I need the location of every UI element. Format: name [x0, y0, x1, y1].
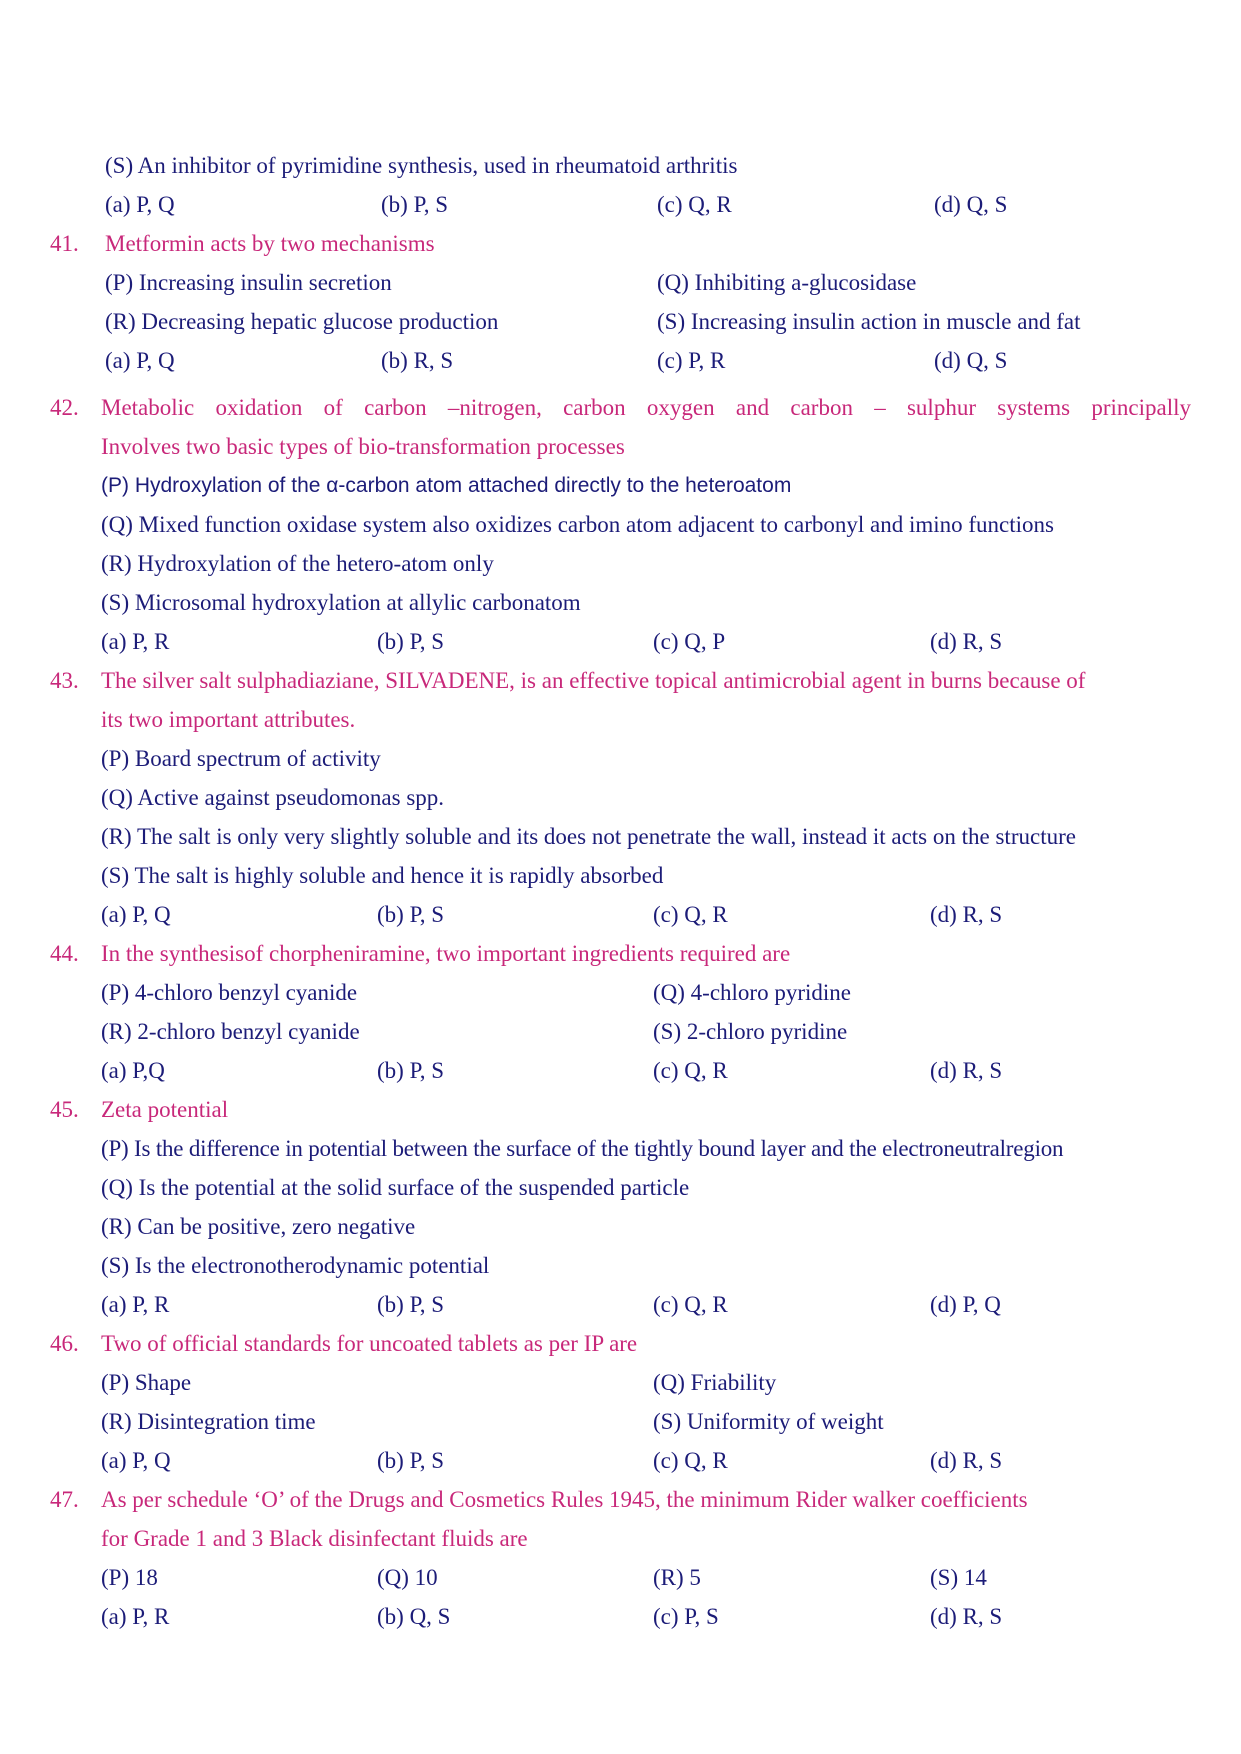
q42-answer-c: (c) Q, P: [653, 629, 726, 654]
q45-answer-a: (a) P, R: [101, 1292, 170, 1317]
q41-option-p: (P) Increasing insulin secretion: [105, 270, 392, 295]
q47-number: 47.: [50, 1487, 79, 1512]
q45-answer-c: (c) Q, R: [653, 1292, 728, 1317]
q42-text-line2: Involves two basic types of bio-transformation processes: [101, 434, 625, 459]
q47-answer-b: (b) Q, S: [377, 1604, 451, 1629]
q46-option-p: (P) Shape: [101, 1370, 192, 1395]
q45-option-r: (R) Can be positive, zero negative: [101, 1214, 416, 1239]
q44-option-q: (Q) 4-chloro pyridine: [653, 980, 851, 1005]
q41-answer-d: (d) Q, S: [934, 348, 1008, 373]
q43-number: 43.: [50, 668, 79, 693]
q46-answer-d: (d) R, S: [930, 1448, 1003, 1473]
q44-option-p: (P) 4-chloro benzyl cyanide: [101, 980, 358, 1005]
q44-answer-a: (a) P,Q: [101, 1058, 165, 1083]
q46-answer-c: (c) Q, R: [653, 1448, 728, 1473]
q46-option-q: (Q) Friability: [653, 1370, 777, 1395]
q45-number: 45.: [50, 1097, 79, 1122]
q44-option-r: (R) 2-chloro benzyl cyanide: [101, 1019, 360, 1044]
q47-option-r: (R) 5: [653, 1565, 701, 1590]
q47-text-line1: As per schedule ‘O’ of the Drugs and Cosmetics Rules 1945, the minimum Rider walker coefficients: [101, 1487, 1028, 1512]
q42-number: 42.: [50, 395, 79, 420]
q44-answer-b: (b) P, S: [377, 1058, 445, 1083]
q44-answer-c: (c) Q, R: [653, 1058, 728, 1083]
q41-number: 41.: [50, 231, 79, 256]
q42-text-line1: Metabolic oxidation of carbon –nitrogen, carbon oxygen and carbon – sulphur systems principally: [101, 395, 1191, 420]
q41-option-r: (R) Decreasing hepatic glucose production: [105, 309, 499, 334]
q43-text-line2: its two important attributes.: [101, 707, 356, 732]
q44-text: In the synthesisof chorpheniramine, two important ingredients required are: [101, 941, 791, 966]
q41-answer-c: (c) P, R: [657, 348, 726, 373]
q43-text-line1: The silver salt sulphadiaziane, SILVADENE, is an effective topical antimicrobial agent in burns because of: [101, 668, 1086, 693]
q46-text: Two of official standards for uncoated tablets as per IP are: [101, 1331, 638, 1356]
q45-answer-b: (b) P, S: [377, 1292, 445, 1317]
q43-answer-a: (a) P, Q: [101, 902, 171, 927]
q40-answer-b: (b) P, S: [381, 192, 449, 217]
q42-answer-a: (a) P, R: [101, 629, 170, 654]
q45-option-p: (P) Is the difference in potential between the surface of the tightly bound layer and the electroneutralregion: [101, 1136, 1064, 1161]
q47-answer-d: (d) R, S: [930, 1604, 1003, 1629]
q45-option-q: (Q) Is the potential at the solid surface of the suspended particle: [101, 1175, 690, 1200]
q43-answer-b: (b) P, S: [377, 902, 445, 927]
q43-answer-d: (d) R, S: [930, 902, 1003, 927]
q42-answer-b: (b) P, S: [377, 629, 445, 654]
q45-text: Zeta potential: [101, 1097, 229, 1122]
q44-number: 44.: [50, 941, 79, 966]
q43-option-r: (R) The salt is only very slightly soluble and its does not penetrate the wall, instead it acts on the structure: [101, 824, 1076, 849]
q43-option-q: (Q) Active against pseudomonas spp.: [101, 785, 445, 810]
q47-option-s: (S) 14: [930, 1565, 987, 1590]
q42-answer-d: (d) R, S: [930, 629, 1003, 654]
q40-answer-d: (d) Q, S: [934, 192, 1008, 217]
q44-answer-d: (d) R, S: [930, 1058, 1003, 1083]
q47-option-p: (P) 18: [101, 1565, 158, 1590]
q47-answer-a: (a) P, R: [101, 1604, 170, 1629]
q47-text-line2: for Grade 1 and 3 Black disinfectant fluids are: [101, 1526, 528, 1551]
q43-option-p: (P) Board spectrum of activity: [101, 746, 381, 771]
q42-option-p: (P) Hydroxylation of the α-carbon atom attached directly to the heteroatom: [101, 474, 792, 497]
q43-option-s: (S) The salt is highly soluble and hence it is rapidly absorbed: [101, 863, 664, 888]
q47-option-q: (Q) 10: [377, 1565, 438, 1590]
q40-answer-c: (c) Q, R: [657, 192, 732, 217]
q46-number: 46.: [50, 1331, 79, 1356]
q46-option-r: (R) Disintegration time: [101, 1409, 316, 1434]
q45-option-s: (S) Is the electronotherodynamic potential: [101, 1253, 490, 1278]
q46-option-s: (S) Uniformity of weight: [653, 1409, 884, 1434]
q40-answer-a: (a) P, Q: [105, 192, 175, 217]
q43-answer-c: (c) Q, R: [653, 902, 728, 927]
q46-answer-a: (a) P, Q: [101, 1448, 171, 1473]
q42-option-q: (Q) Mixed function oxidase system also oxidizes carbon atom adjacent to carbonyl and imino functions: [101, 512, 1054, 537]
q41-text: Metformin acts by two mechanisms: [105, 231, 435, 256]
q42-option-s: (S) Microsomal hydroxylation at allylic carbonatom: [101, 590, 581, 615]
q45-answer-d: (d) P, Q: [930, 1292, 1001, 1317]
q47-answer-c: (c) P, S: [653, 1604, 719, 1629]
q40-option-s: (S) An inhibitor of pyrimidine synthesis, used in rheumatoid arthritis: [105, 153, 738, 178]
q42-option-r: (R) Hydroxylation of the hetero-atom only: [101, 551, 494, 576]
q41-answer-b: (b) R, S: [381, 348, 454, 373]
q44-option-s: (S) 2-chloro pyridine: [653, 1019, 848, 1044]
q41-option-s: (S) Increasing insulin action in muscle and fat: [657, 309, 1081, 334]
q46-answer-b: (b) P, S: [377, 1448, 445, 1473]
q41-option-q: (Q) Inhibiting a-glucosidase: [657, 270, 917, 295]
q41-answer-a: (a) P, Q: [105, 348, 175, 373]
